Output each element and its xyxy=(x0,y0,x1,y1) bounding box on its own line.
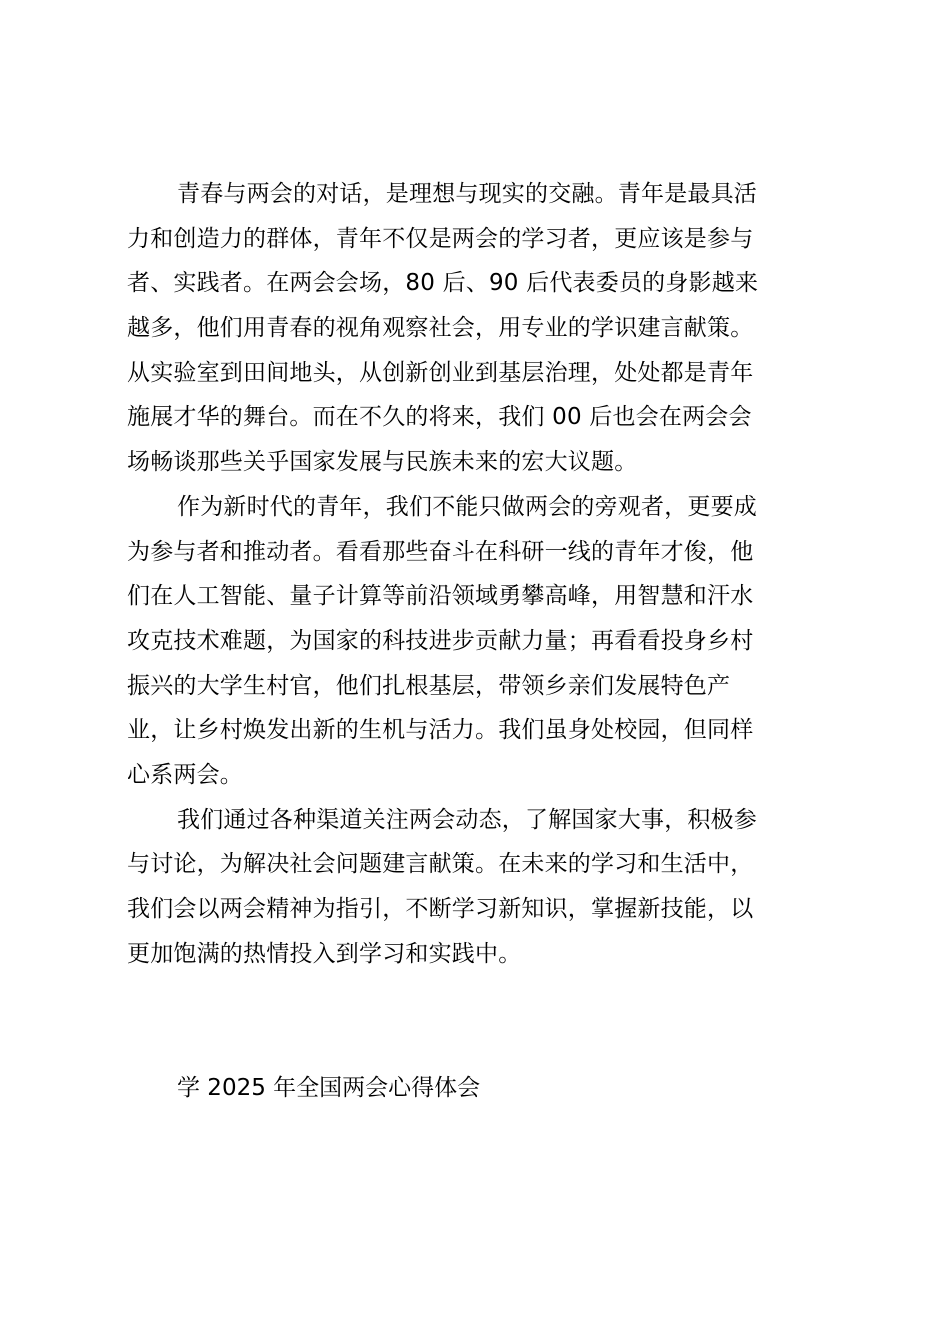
paragraph-3-line-1: 我们通过各种渠道关注两会动态，了解国家大事，积极参 xyxy=(177,806,757,833)
paragraph-3-line-4: 更加饱满的热情投入到学习和实践中。 xyxy=(127,940,522,967)
paragraph-3-line-3: 我们会以两会精神为指引，不断学习新知识，掌握新技能，以 xyxy=(127,896,754,922)
section-heading: 学 2025 年全国两会心得体会 xyxy=(177,1075,481,1101)
paragraph-2-line-5: 振兴的大学生村官，他们扎根基层，带领乡亲们发展特色产 xyxy=(127,672,731,699)
paragraph-1-line-4: 越多，他们用青春的视角观察社会，用专业的学识建言献策。 xyxy=(127,315,754,342)
paragraph-1-line-5: 从实验室到田间地头，从创新创业到基层治理，处处都是青年 xyxy=(127,359,754,386)
paragraph-1-line-3: 者、实践者。在两会会场，80 后、90 后代表委员的身影越来 xyxy=(127,270,759,297)
paragraph-2-line-1: 作为新时代的青年，我们不能只做两会的旁观者，更要成 xyxy=(177,493,757,520)
paragraph-1-line-6: 施展才华的舞台。而在不久的将来，我们 00 后也会在两会会 xyxy=(127,404,752,431)
paragraph-2-line-7: 心系两会。 xyxy=(127,761,243,788)
paragraph-1-line-7: 场畅谈那些关乎国家发展与民族未来的宏大议题。 xyxy=(127,449,638,476)
paragraph-2-line-6: 业，让乡村焕发出新的生机与活力。我们虽身处校园，但同样 xyxy=(127,717,754,744)
paragraph-2-line-4: 攻克技术难题，为国家的科技进步贡献力量；再看看投身乡村 xyxy=(127,627,754,654)
paragraph-2-line-2: 为参与者和推动者。看看那些奋斗在科研一线的青年才俊，他 xyxy=(127,538,754,565)
paragraph-2-line-3: 们在人工智能、量子计算等前沿领域勇攀高峰，用智慧和汗水 xyxy=(127,583,754,610)
paragraph-3-line-2: 与讨论，为解决社会问题建言献策。在未来的学习和生活中， xyxy=(127,851,754,878)
paragraph-1-line-1: 青春与两会的对话，是理想与现实的交融。青年是最具活 xyxy=(177,181,757,207)
body-text xyxy=(127,172,817,976)
paragraph-1-line-2: 力和创造力的群体，青年不仅是两会的学习者，更应该是参与 xyxy=(127,225,754,252)
